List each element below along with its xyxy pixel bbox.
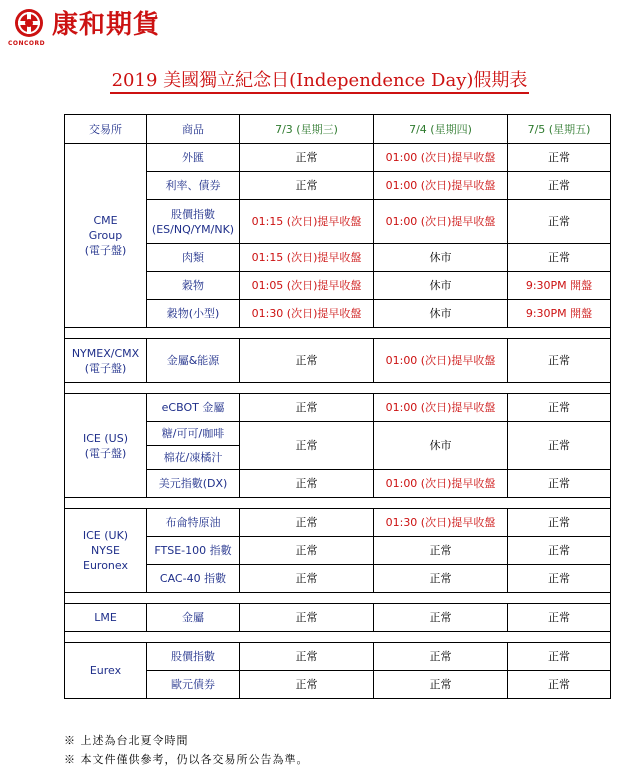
- page-title-text: 2019 美國獨立紀念日(Independence Day)假期表: [110, 70, 530, 94]
- product-cell: [147, 565, 240, 593]
- exchange-name-line: LME: [94, 611, 117, 624]
- product-name-line: CAC-40 指數: [159, 572, 227, 585]
- product-name-line: 股價指數: [171, 650, 215, 663]
- table-row: [65, 244, 611, 272]
- holiday-table: [64, 114, 611, 699]
- header-exchange: 交易所: [65, 115, 147, 144]
- table-row: [65, 422, 611, 446]
- status-day-2: 休市: [374, 300, 508, 328]
- product-cell: [147, 394, 240, 422]
- status-day-1: 01:05 (次日)提早收盤: [240, 272, 374, 300]
- product-cell: [147, 272, 240, 300]
- exchange-name-line: NYMEX/CMX: [71, 346, 140, 360]
- exchange-name-line: ICE (UK): [82, 529, 129, 542]
- product-name-line: 外匯: [182, 151, 204, 164]
- product-cell: [147, 509, 240, 537]
- status-day-1: 正常: [240, 172, 374, 200]
- table-row: [65, 671, 611, 699]
- table-row: [65, 604, 611, 632]
- brand-name: 康和期貨: [52, 10, 161, 40]
- exchange-cell: [65, 643, 147, 699]
- exchange-name-line: NYSE: [91, 544, 120, 557]
- table-row: [65, 470, 611, 498]
- status-day-2: 01:00 (次日)提早收盤: [374, 200, 508, 244]
- product-cell: [147, 671, 240, 699]
- table-row: [65, 272, 611, 300]
- product-cell: 糖/可可/咖啡: [147, 422, 240, 446]
- brand-logo-icon: [14, 8, 44, 38]
- exchange-cell: [65, 144, 147, 328]
- product-name-line: 歐元債券: [171, 678, 215, 691]
- status-day-1: 01:15 (次日)提早收盤: [240, 200, 374, 244]
- status-day-1: 正常: [240, 671, 374, 699]
- status-day-3: 正常: [508, 671, 611, 699]
- table-row: [65, 300, 611, 328]
- status-day-3: 正常: [508, 565, 611, 593]
- status-day-1: 正常: [240, 643, 374, 671]
- status-day-1: 正常: [240, 537, 374, 565]
- spacer-cell: [65, 328, 611, 339]
- status-day-2: 01:00 (次日)提早收盤: [374, 470, 508, 498]
- product-cell: [147, 643, 240, 671]
- product-name-line: (ES/NQ/YM/NK): [151, 222, 235, 236]
- status-day-1: 01:15 (次日)提早收盤: [240, 244, 374, 272]
- header-day-2: 7/4 (星期四): [374, 115, 508, 144]
- status-day-2: 正常: [374, 565, 508, 593]
- product-cell: [147, 300, 240, 328]
- exchange-name-line: ICE (US): [83, 431, 128, 445]
- status-day-1: 正常: [240, 339, 374, 383]
- table-row: [65, 537, 611, 565]
- spacer-cell: [65, 498, 611, 509]
- header-day-1: 7/3 (星期三): [240, 115, 374, 144]
- product-cell: [147, 200, 240, 244]
- product-cell: [147, 470, 240, 498]
- table-row: [65, 565, 611, 593]
- footnote-2: ※ 本文件僅供參考，仍以各交易所公告為準。: [64, 753, 309, 766]
- product-name-line: 美元指數(DX): [158, 477, 228, 490]
- status-day-1: 正常: [240, 509, 374, 537]
- status-day-2: 01:00 (次日)提早收盤: [374, 394, 508, 422]
- status-day-2: 正常: [374, 643, 508, 671]
- product-name-line: 利率、債券: [165, 179, 221, 192]
- table-row: [65, 200, 611, 244]
- page-title: [0, 66, 639, 92]
- exchange-cell: [65, 604, 147, 632]
- table-row: [65, 172, 611, 200]
- group-spacer: [65, 383, 611, 394]
- product-name-line: 金屬&能源: [166, 354, 220, 367]
- status-day-3: 正常: [508, 200, 611, 244]
- group-spacer: [65, 498, 611, 509]
- product-name-line: eCBOT 金屬: [161, 401, 225, 414]
- status-day-2: 正常: [374, 537, 508, 565]
- status-day-2: 01:00 (次日)提早收盤: [374, 339, 508, 383]
- status-day-3: 正常: [508, 244, 611, 272]
- status-day-3: 正常: [508, 643, 611, 671]
- exchange-name-line: (電子盤): [84, 244, 127, 257]
- product-name-line: 肉類: [182, 251, 204, 264]
- status-day-1: 01:30 (次日)提早收盤: [240, 300, 374, 328]
- exchange-name-line: (電子盤): [84, 446, 127, 460]
- product-cell: [147, 144, 240, 172]
- status-day-1: 正常: [240, 394, 374, 422]
- status-day-3: 正常: [508, 509, 611, 537]
- exchange-name-line: CME: [93, 214, 118, 227]
- status-day-3: 正常: [508, 422, 611, 470]
- header-product: 商品: [147, 115, 240, 144]
- table-row: [65, 509, 611, 537]
- status-day-2: 正常: [374, 671, 508, 699]
- status-day-1: 正常: [240, 565, 374, 593]
- spacer-cell: [65, 383, 611, 394]
- status-day-3: 正常: [508, 537, 611, 565]
- status-day-2: 01:30 (次日)提早收盤: [374, 509, 508, 537]
- product-cell: [147, 244, 240, 272]
- status-day-2: 01:00 (次日)提早收盤: [374, 144, 508, 172]
- table-row: [65, 643, 611, 671]
- product-name-line: 股價指數: [171, 207, 215, 221]
- status-day-1: 正常: [240, 604, 374, 632]
- status-day-3: 正常: [508, 604, 611, 632]
- status-day-3: 正常: [508, 470, 611, 498]
- brand-header: [8, 8, 228, 52]
- group-spacer: [65, 593, 611, 604]
- status-day-1: 正常: [240, 144, 374, 172]
- status-day-2: 休市: [374, 422, 508, 470]
- status-day-3: 正常: [508, 339, 611, 383]
- table-row: [65, 339, 611, 383]
- product-cell: [147, 604, 240, 632]
- product-cell: [147, 537, 240, 565]
- product-cell: 棉花/凍橘汁: [147, 446, 240, 470]
- product-cell: [147, 172, 240, 200]
- status-day-2: 01:00 (次日)提早收盤: [374, 172, 508, 200]
- table-row: [65, 394, 611, 422]
- status-day-3: 正常: [508, 172, 611, 200]
- status-day-2: 正常: [374, 604, 508, 632]
- footnote-1: ※ 上述為台北夏令時間: [64, 734, 189, 747]
- status-day-3: 9:30PM 開盤: [508, 300, 611, 328]
- status-day-3: 正常: [508, 144, 611, 172]
- spacer-cell: [65, 632, 611, 643]
- product-name-line: 布侖特原油: [165, 516, 221, 529]
- table-body: [65, 144, 611, 699]
- status-day-1: 正常: [240, 422, 374, 470]
- header-day-3: 7/5 (星期五): [508, 115, 611, 144]
- status-day-2: 休市: [374, 272, 508, 300]
- footnotes: [64, 731, 309, 769]
- spacer-cell: [65, 593, 611, 604]
- exchange-name-line: Eurex: [89, 664, 122, 677]
- product-name-line: 金屬: [182, 611, 204, 624]
- status-day-3: 正常: [508, 394, 611, 422]
- exchange-name-line: Group: [88, 229, 123, 242]
- group-spacer: [65, 632, 611, 643]
- status-day-3: 9:30PM 開盤: [508, 272, 611, 300]
- exchange-cell: [65, 509, 147, 593]
- table-header-row: [65, 115, 611, 144]
- product-cell: [147, 339, 240, 383]
- exchange-name-line: Euronex: [83, 559, 128, 572]
- product-name-line: 穀物(小型): [166, 307, 220, 320]
- exchange-name-line: (電子盤): [84, 361, 127, 375]
- exchange-cell: [65, 339, 147, 383]
- product-name-line: 穀物: [182, 279, 204, 292]
- product-name-line: FTSE-100 指數: [154, 544, 232, 557]
- brand-subtitle: CONCORD: [8, 40, 46, 47]
- status-day-2: 休市: [374, 244, 508, 272]
- table-row: [65, 144, 611, 172]
- status-day-1: 正常: [240, 470, 374, 498]
- exchange-cell: [65, 394, 147, 498]
- group-spacer: [65, 328, 611, 339]
